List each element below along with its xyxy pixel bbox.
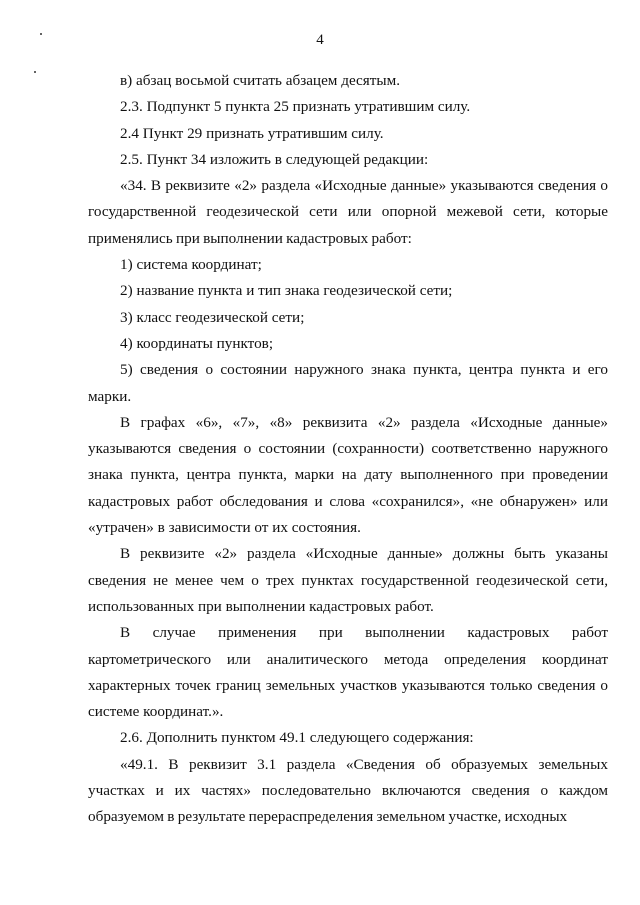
paragraph: в) абзац восьмой считать абзацем десятым. <box>120 72 401 89</box>
paragraph: 2.5. Пункт 34 изложить в следующей редакции: <box>120 150 429 168</box>
document-body <box>88 68 608 831</box>
paragraph: 2.3. Подпункт 5 пункта 25 признать утратившим силу. <box>120 98 471 116</box>
list-item: 5) сведения о состоянии наружного знака пункта, центра пункта и его марки. <box>88 361 608 405</box>
scan-speck <box>34 71 36 73</box>
paragraph: В реквизите «2» раздела «Исходные данные» должны быть указаны сведения не менее чем о трех пунктах государственной геодезической сети, использованных при выполнении кадастровых работ. <box>88 545 608 615</box>
list-item: 3) класс геодезической сети; <box>120 308 305 326</box>
list-item: 1) система координат; <box>120 256 262 274</box>
paragraph: «49.1. В реквизит 3.1 раздела «Сведения об образуемых земельных участках и их частях» последовательно включаются сведения о каждом образуемом в результате перераспределения земельном участке, исходных <box>88 755 608 826</box>
page-number: 4 <box>316 32 324 48</box>
paragraph: «34. В реквизите «2» раздела «Исходные данные» указываются сведения о государственной геодезической сети или опорной межевой сети, которые применялись при выполнении кадастровых работ: <box>88 177 608 247</box>
paragraph: В случае применения при выполнении кадастровых работ картометрического или аналитического метода определения координат характерных точек границ земельных участков указываются только сведения о системе координат.». <box>88 624 608 721</box>
list-item: 4) координаты пунктов; <box>120 334 274 352</box>
list-item: 2) название пункта и тип знака геодезической сети; <box>120 282 453 300</box>
paragraph: 2.4 Пункт 29 признать утратившим силу. <box>120 124 384 142</box>
paragraph: В графах «6», «7», «8» реквизита «2» раздела «Исходные данные» указываются сведения о состоянии (сохранности) соответственно наружного знака пункта, центра пункта, марки на дату выполненного при проведении кадастровых работ обследования и слова «сохранился», «не обнаружен» или «утрачен» в зависимости от их состояния. <box>88 413 608 537</box>
paragraph: 2.6. Дополнить пунктом 49.1 следующего содержания: <box>120 729 474 747</box>
